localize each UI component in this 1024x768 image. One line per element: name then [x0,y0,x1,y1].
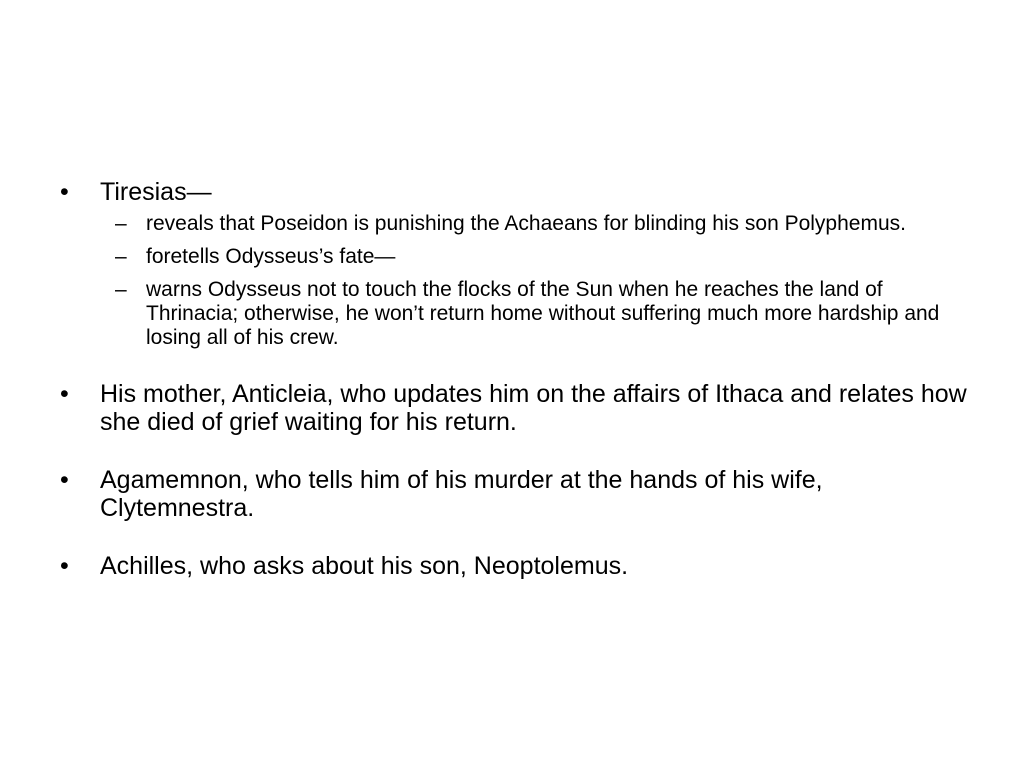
sub-item [100,245,980,269]
bullet-achilles [60,552,980,580]
bullet-marker: • [60,552,69,580]
bullet-marker: • [60,380,69,408]
bullet-marker: • [60,466,69,494]
bullet-agamemnon [60,466,980,522]
sub-item-text: warns Odysseus not to touch the flocks of the Sun when he reaches the land of Thrinacia; otherwise, he won’t return home without suffering much more hardship and losing all of his crew. [146,278,940,349]
sub-item-text: foretells Odysseus’s fate— [146,245,396,268]
bullet-marker: • [60,178,69,206]
bullet-anticleia [60,380,980,436]
slide-body [60,178,980,580]
bullet-text: Tiresias— [100,178,212,206]
sub-marker: – [115,245,127,268]
sub-list [100,212,980,350]
bullet-text: Agamemnon, who tells him of his murder at the hands of his wife, Clytemnestra. [100,466,823,522]
sub-item [100,212,980,236]
sub-item [100,278,980,350]
sub-item-text: reveals that Poseidon is punishing the Achaeans for blinding his son Polyphemus. [146,212,906,235]
bullet-tiresias [60,178,980,350]
bullet-text: Achilles, who asks about his son, Neoptolemus. [100,552,629,580]
sub-marker: – [115,278,127,301]
sub-marker: – [115,212,127,235]
bullet-text: His mother, Anticleia, who updates him on the affairs of Ithaca and relates how she died of grief waiting for his return. [100,380,967,436]
